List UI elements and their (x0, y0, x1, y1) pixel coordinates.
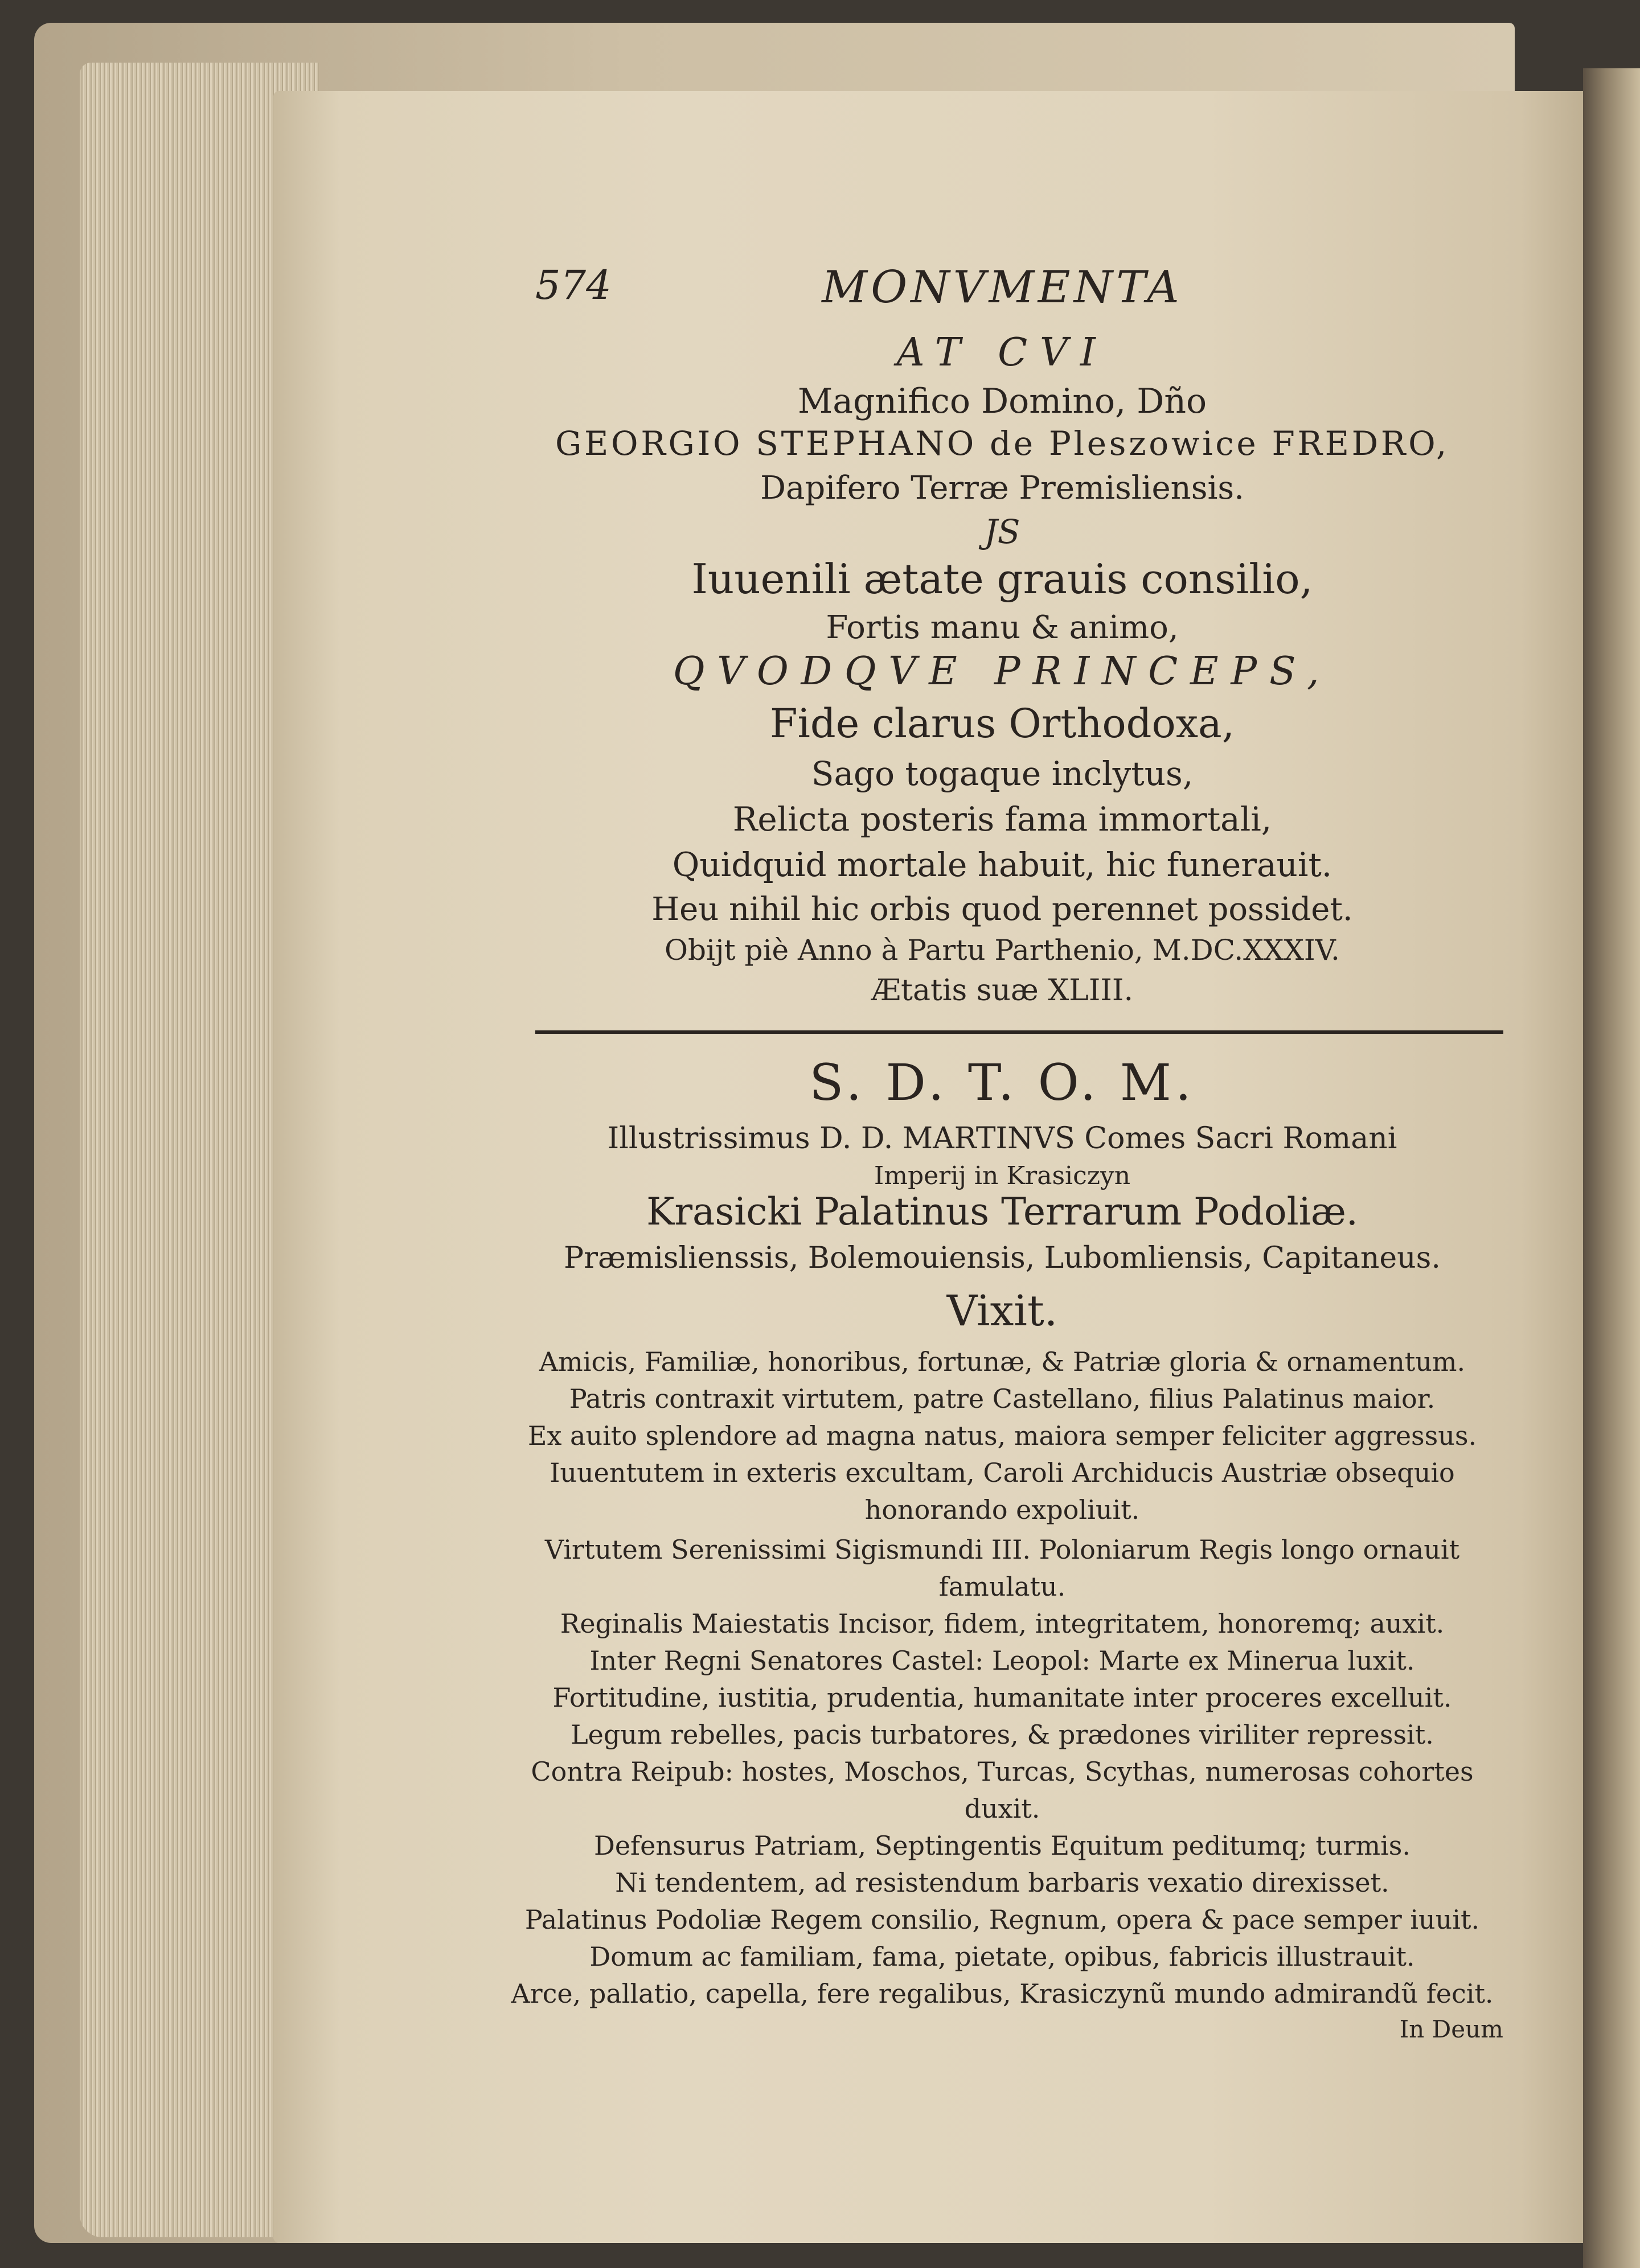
epitaph-line: Vixit. (946, 1287, 1058, 1336)
epitaph-line: Obijt piè Anno à Partu Parthenio, M.DC.XXXIV. (665, 934, 1340, 967)
page-number: 574 (535, 262, 612, 309)
epitaph-line: QVODQVE PRINCEPS, (673, 649, 1332, 694)
epitaph-line: honorando expoliuit. (864, 1494, 1140, 1525)
epitaph-heading: S. D. T. O. M. (809, 1053, 1195, 1112)
epitaph-line: Imperij in Krasiczyn (874, 1161, 1131, 1190)
epitaph-line: Reginalis Maiestatis Incisor, fidem, integritatem, honoremq; auxit. (560, 1608, 1445, 1639)
epitaph-line: Ni tendentem, ad resistendum barbaris vexatio direxisset. (615, 1867, 1389, 1898)
epitaph-line: Sago togaque inclytus, (811, 754, 1194, 793)
gutter (1583, 68, 1640, 2268)
epitaph-line: Magnifico Domino, Dño (797, 381, 1207, 421)
epitaph-line: famulatu. (938, 1571, 1066, 1602)
epitaph-line: Illustrissimus D. D. MARTINVS Comes Sacri Romani (607, 1121, 1397, 1156)
epitaph-line: Quidquid mortale habuit, hic funerauit. (672, 845, 1332, 884)
section-rule (535, 1030, 1503, 1034)
epitaph-line: Dapifero Terræ Premisliensis. (760, 470, 1244, 507)
epitaph-line: Patris contraxit virtutem, patre Castellano, filius Palatinus maior. (569, 1383, 1436, 1414)
epitaph-line: Legum rebelles, pacis turbatores, & prædones viriliter repressit. (571, 1719, 1434, 1750)
epitaph-line: AT CVI (896, 330, 1108, 375)
epitaph-line: Iuuenili ætate grauis consilio, (691, 555, 1313, 603)
epitaph-line: Palatinus Podoliæ Regem consilio, Regnum, opera & pace semper iuuit. (524, 1904, 1480, 1935)
epitaph-line: Heu nihil hic orbis quod perennet possidet. (651, 891, 1353, 928)
epitaph-line: Fortitudine, iustitia, prudentia, humanitate inter proceres excelluit. (552, 1682, 1452, 1713)
epitaph-line: duxit. (964, 1793, 1040, 1824)
epitaph-line: Contra Reipub: hostes, Moschos, Turcas, Scythas, numerosas cohortes (531, 1756, 1474, 1787)
epitaph-line: Inter Regni Senatores Castel: Leopol: Marte ex Minerua luxit. (589, 1645, 1415, 1676)
epitaph-line: GEORGIO STEPHANO de Pleszowice FREDRO, (555, 424, 1449, 463)
running-head: MONVMENTA (822, 262, 1183, 313)
epitaph-line: Ætatis suæ XLIII. (871, 973, 1133, 1008)
epitaph-line: Fortis manu & animo, (826, 609, 1179, 646)
epitaph-line: Iuuentutem in exteris excultam, Caroli Archiducis Austriæ obsequio (550, 1457, 1455, 1488)
epitaph-line: Præmislienssis, Bolemouiensis, Lubomliensis, Capitaneus. (564, 1241, 1441, 1275)
epitaph-line: Ex auito splendore ad magna natus, maiora semper feliciter aggressus. (527, 1420, 1477, 1451)
epitaph-line: Krasicki Palatinus Terrarum Podoliæ. (646, 1190, 1358, 1234)
epitaph-line: Defensurus Patriam, Septingentis Equitum peditumq; turmis. (593, 1830, 1411, 1861)
catchword: In Deum (1399, 2015, 1503, 2043)
epitaph-line: Fide clarus Orthodoxa, (769, 700, 1235, 747)
epitaph-line: Relicta posteris fama immortali, (732, 800, 1272, 839)
epitaph-line: Domum ac familiam, fama, pietate, opibus, fabricis illustrauit. (589, 1941, 1415, 1972)
epitaph-line: Arce, pallatio, capella, fere regalibus, Krasiczynũ mundo admirandũ fecit. (511, 1978, 1494, 2009)
epitaph-line: Virtutem Serenissimi Sigismundi III. Poloniarum Regis longo ornauit (544, 1534, 1460, 1565)
epitaph-line: Amicis, Familiæ, honoribus, fortunæ, & Patriæ gloria & ornamentum. (539, 1346, 1466, 1377)
epitaph-line: JS (984, 512, 1020, 551)
